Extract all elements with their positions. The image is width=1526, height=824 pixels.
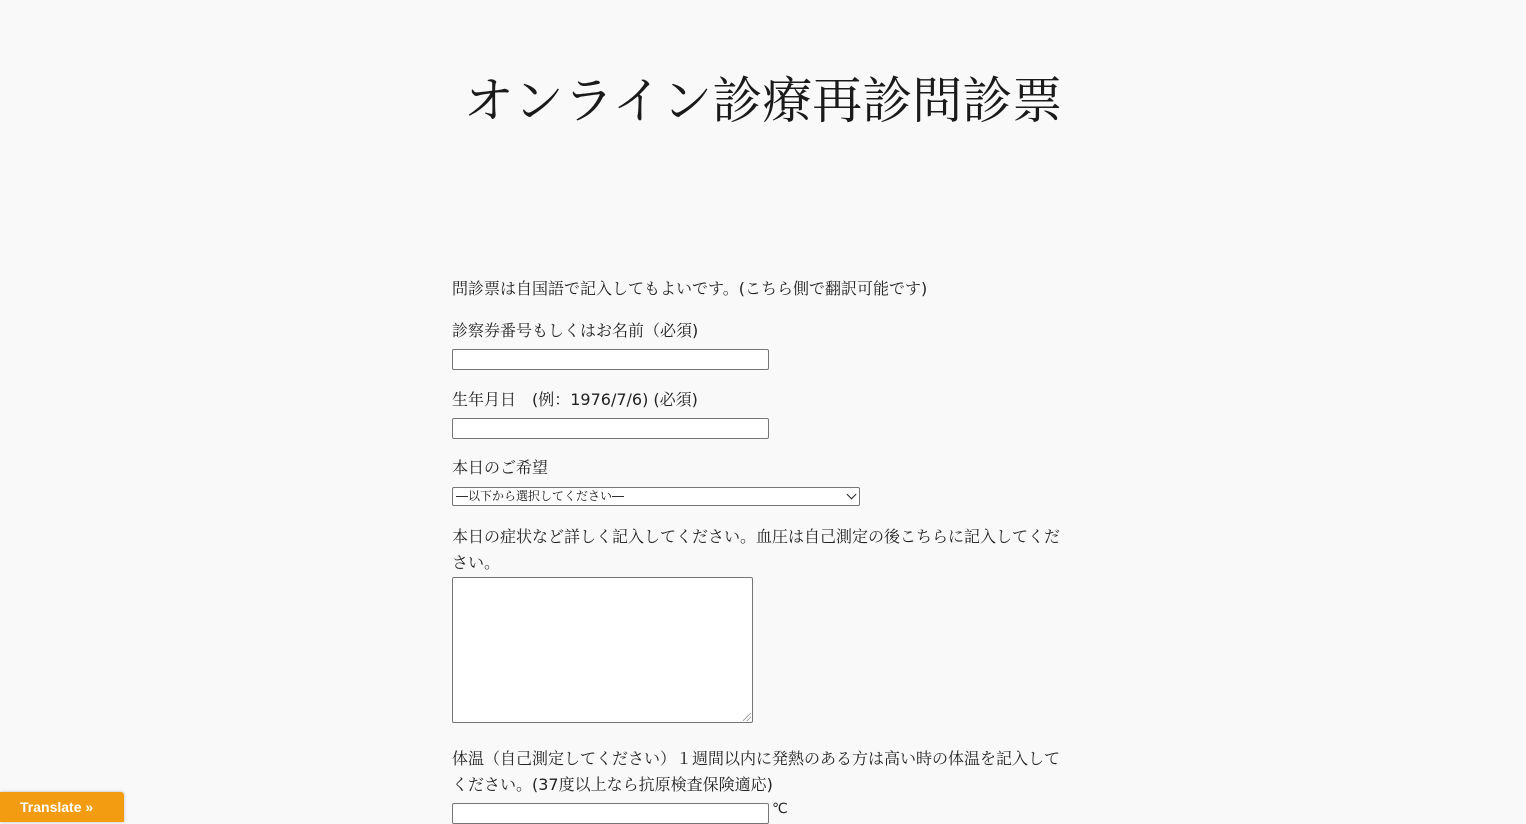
patient-id-input[interactable] [452,349,769,370]
page-title: オンライン診療再診問診票 [463,72,1063,130]
request-label: 本日のご希望 [452,458,549,477]
request-select-value: ―以下から選択してください― [456,489,625,503]
resize-grip-icon[interactable] [743,713,751,721]
translate-button[interactable]: Translate » [0,792,124,822]
request-select[interactable] [452,487,860,506]
temperature-label: 体温（自己測定してください）１週間以内に発熱のある方は高い時の体温を記入してください。(37度以上なら抗原検査保険適応) [452,749,1061,794]
chevron-down-icon [847,490,857,500]
birthdate-label: 生年月日 (例：1976/7/6) (必須) [452,390,698,409]
symptoms-textarea[interactable] [452,577,753,723]
patient-id-label: 診察券番号もしくはお名前（必須) [452,321,699,340]
form-intro: 問診票は自国語で記入してもよいです。(こちら側で翻訳可能です) [452,279,928,298]
temperature-input[interactable] [452,803,769,824]
symptoms-label: 本日の症状など詳しく記入してください。血圧は自己測定の後こちらに記入してください。 [452,527,1061,572]
birthdate-input[interactable] [452,418,769,439]
temperature-unit: ℃ [772,801,788,817]
